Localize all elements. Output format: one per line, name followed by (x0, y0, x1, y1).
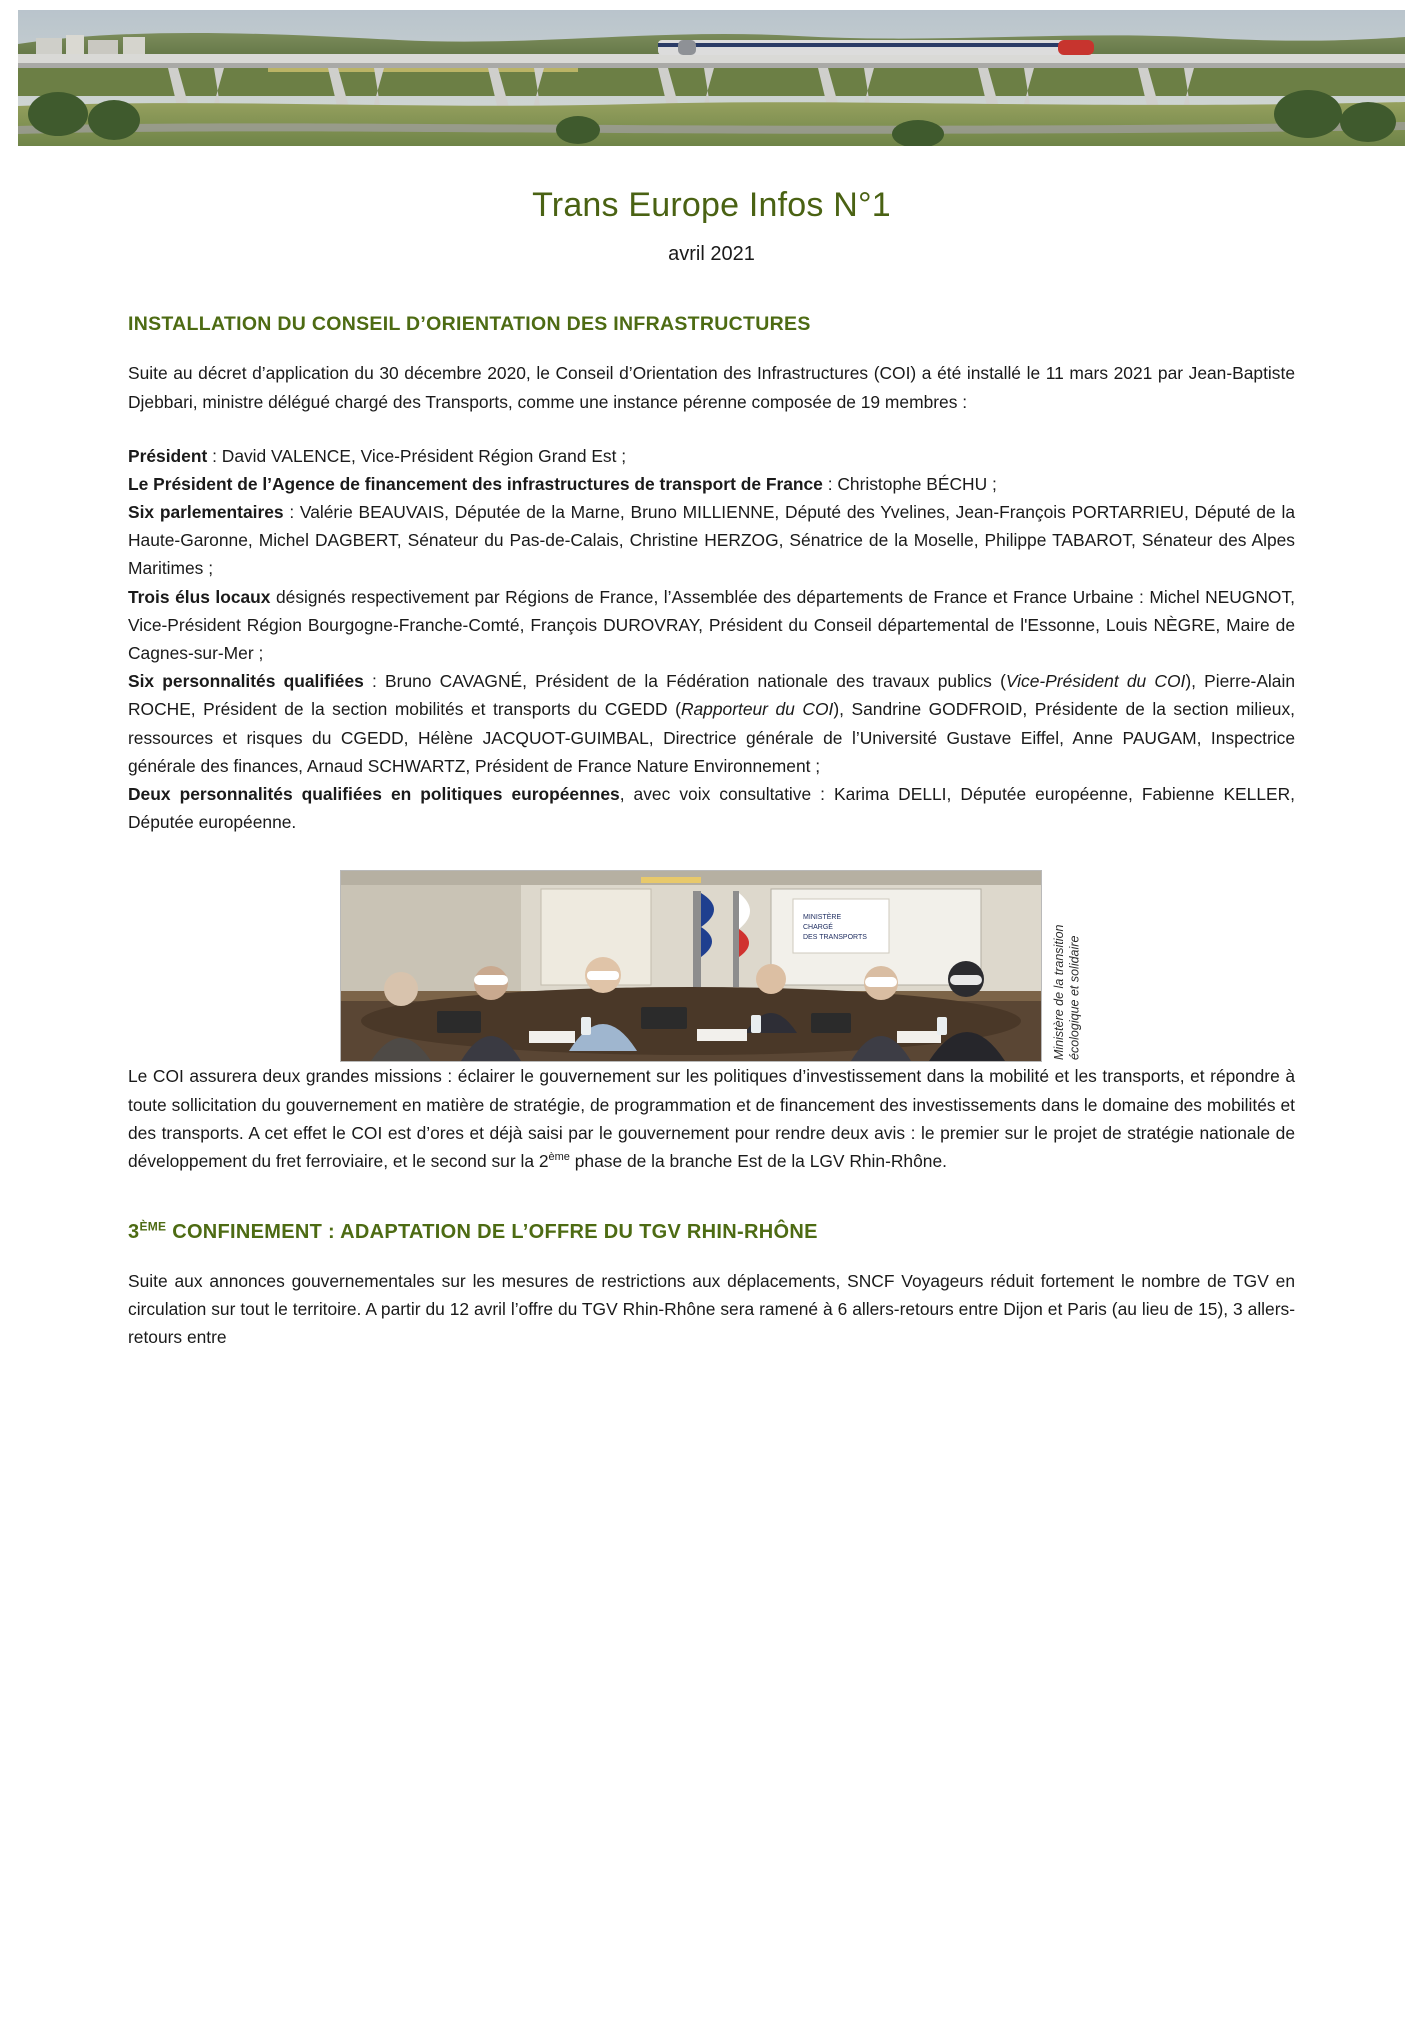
member-label: Deux personnalités qualifiées en politiques européennes (128, 783, 620, 804)
document-page (0, 10, 1423, 2022)
member-label: Six parlementaires (128, 502, 284, 523)
section-intro-paragraph: Suite au décret d’application du 30 décembre 2020, le Conseil d’Orientation des Infrastructures (COI) a été installé le 11 mars 2021 par Jean-Baptiste Djebbari, ministre délégué chargé des Transports, comme une instance pérenne composée de 19 membres : (128, 363, 1295, 412)
member-line-parlementaires (128, 498, 1295, 583)
coi-missions-paragraph (128, 1062, 1295, 1175)
member-text: : Christophe BÉCHU ; (822, 473, 997, 494)
ordinal-suffix: ème (548, 1151, 570, 1164)
member-label: Le Président de l’Agence de financement des infrastructures de transport de France (128, 473, 823, 494)
member-text: , avec voix consultative : Karima DELLI, Députée européenne, Fabienne KELLER, Députée européenne. (128, 783, 1295, 833)
coi-missions-text: Le COI assurera deux grandes missions : éclairer le gouvernement sur les politiques d’investissement dans la mobilité et les transports, et répondre à toute sollicitation du gouvernement en matière de stratégie, de programmation et de financement des investissements dans le domaine des mobilités et des transports. A cet effet le COI est d’ores et déjà saisi par le gouvernement pour rendre deux avis : le premier sur le projet de stratégie nationale de développement du fret ferroviaire, et le second sur la 2ème phase de la branche Est de la LGV Rhin-Rhône. (128, 1066, 1295, 1171)
svg-text:MINISTÈRE: MINISTÈRE (802, 914, 841, 922)
members-list (128, 442, 1295, 837)
section-title-coi: INSTALLATION DU CONSEIL D’ORIENTATION DES INFRASTRUCTURES (128, 313, 811, 335)
meeting-photo-illustration (341, 871, 1041, 1061)
member-label: Trois élus locaux (128, 586, 271, 607)
heading-prefix: 3 (128, 1221, 140, 1244)
member-text: : David VALENCE, Vice-Président Région Grand Est ; (207, 445, 627, 466)
svg-text:CHARGÉ: CHARGÉ (802, 924, 833, 932)
svg-text:DES TRANSPORTS: DES TRANSPORTS (802, 934, 867, 942)
meeting-photo-block (128, 870, 1295, 1062)
member-line-afit (128, 470, 1295, 498)
photo-credit: Ministère de la transition écologique et solidaire (1051, 924, 1082, 1061)
italic-note: Rapporteur du COI (680, 699, 834, 720)
italic-note: Vice-Président du COI (1005, 671, 1186, 692)
member-label: Président (128, 445, 208, 466)
meeting-photo (340, 870, 1042, 1062)
confinement-paragraph: Suite aux annonces gouvernementales sur les mesures de restrictions aux déplacements, SNCF Voyageurs réduit fortement le nombre de TGV en circulation sur tout le territoire. A partir du 12 avril l’offre du TGV Rhin-Rhône sera ramené à 6 allers-retours entre Dijon et Paris (au lieu de 15), 3 allers-retours entre (128, 1271, 1295, 1348)
heading-ordinal-suffix: ÈME (139, 1219, 167, 1234)
member-line-personnalites-qualifiees (128, 667, 1295, 780)
banner-illustration (18, 10, 1405, 146)
document-date: avril 2021 (668, 243, 755, 265)
document-body (0, 312, 1423, 1352)
member-text: : Bruno CAVAGNÉ, Président de la Fédération nationale des travaux publics (Vice-Président du COI), Pierre-Alain ROCHE, Président de la section mobilités et transports du CGEDD (Rapporteur du COI), Sandrine GODFROID, Présidente de la section milieux, ressources et risques du CGEDD, Hélène JACQUOT-GUIMBAL, Directrice générale de l’Université Gustave Eiffel, Anne PAUGAM, Inspectrice générale des finances, Arnaud SCHWARTZ, Président de France Nature Environnement ; (128, 671, 1296, 776)
member-line-elus-locaux (128, 583, 1295, 668)
member-label: Six personnalités qualifiées (128, 671, 364, 692)
member-line-president (128, 442, 1295, 470)
header-banner-image (18, 10, 1405, 146)
section-title-confinement (128, 1219, 1295, 1245)
member-text: désignés respectivement par Régions de France, l’Assemblée des départements de France et France Urbaine : Michel NEUGNOT, Vice-Président Région Bourgogne-Franche-Comté, François DUROVRAY, Président du Conseil départemental de l'Essonne, Louis NÈGRE, Maire de Cagnes-sur-Mer ; (128, 586, 1295, 664)
document-title: Trans Europe Infos N°1 (532, 186, 891, 224)
member-line-personnalites-europeennes (128, 780, 1295, 836)
member-text: : Valérie BEAUVAIS, Députée de la Marne, Bruno MILLIENNE, Député des Yvelines, Jean-François PORTARRIEU, Député de la Haute-Garonne, Michel DAGBERT, Sénateur du Pas-de-Calais, Christine HERZOG, Sénatrice de la Moselle, Philippe TABAROT, Sénateur des Alpes Maritimes ; (128, 502, 1295, 579)
heading-rest: CONFINEMENT : ADAPTATION DE L’OFFRE DU TGV RHIN-RHÔNE (166, 1221, 818, 1244)
